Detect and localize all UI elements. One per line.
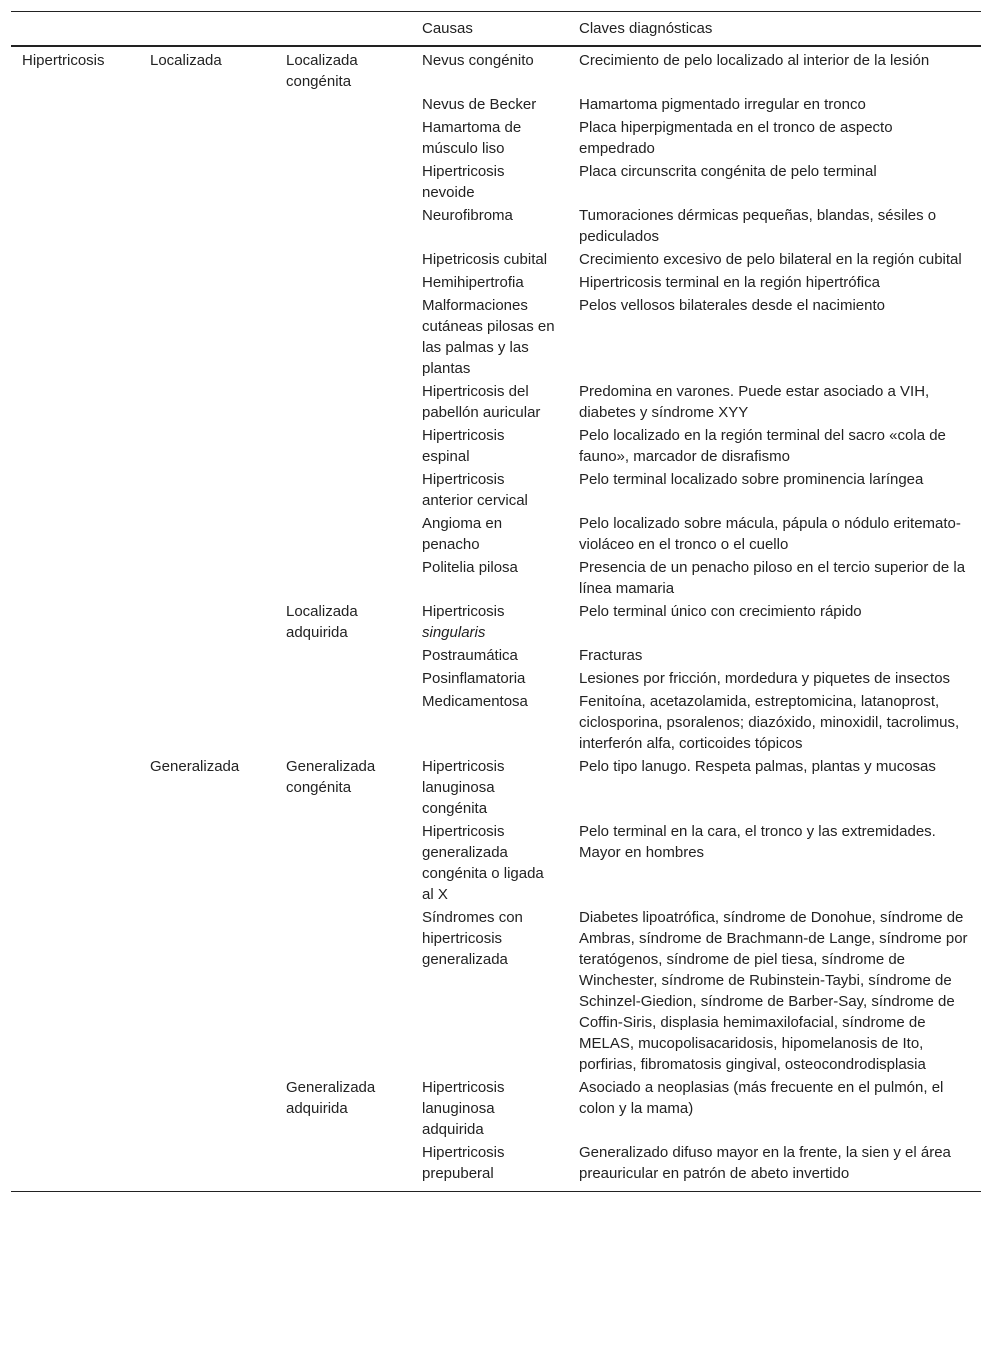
empty-cell: [11, 294, 139, 380]
empty-cell: [139, 248, 275, 271]
table-row: [11, 512, 981, 556]
clue-cell: Pelo tipo lanugo. Respeta palmas, plantas y mucosas: [579, 758, 936, 775]
cause-text: Hipertricosis generalizada congénita o ligada al X: [422, 823, 544, 903]
cause-text: Hipertricosis del pabellón auricular: [422, 383, 541, 421]
table-row: [11, 160, 981, 204]
table-row: [11, 556, 981, 600]
table-row: [11, 906, 981, 1076]
empty-cell: [275, 667, 411, 690]
empty-cell: [11, 690, 139, 755]
empty-cell: [275, 820, 411, 906]
cause-cell: [411, 820, 568, 906]
cause-cell: [411, 380, 568, 424]
cause-text: Postraumática: [422, 647, 518, 664]
empty-cell: [275, 271, 411, 294]
empty-cell: [11, 556, 139, 600]
header-claves-diagnosticas: Claves diagnósticas: [579, 20, 713, 37]
cause-text: Hipertricosis prepuberal: [422, 1144, 505, 1182]
cause-cell: [411, 1076, 568, 1141]
cause-text: Hipertricosis lanuginosa adquirida: [422, 1079, 505, 1138]
empty-cell: [11, 644, 139, 667]
clue-cell: Hamartoma pigmentado irregular en tronco: [579, 96, 866, 113]
empty-cell: [275, 644, 411, 667]
empty-cell: [275, 906, 411, 1076]
empty-cell: [11, 600, 139, 644]
empty-cell: [275, 93, 411, 116]
empty-cell: [139, 380, 275, 424]
empty-cell: [275, 1141, 411, 1192]
cause-text: Hipetricosis cubital: [422, 251, 548, 268]
diagnostic-table: [11, 11, 981, 1192]
cause-cell: [411, 294, 568, 380]
clue-cell: Generalizado difuso mayor en la frente, la sien y el área preauricular en patrón de abeto invertido: [579, 1144, 951, 1182]
empty-cell: [275, 512, 411, 556]
clue-cell: Presencia de un penacho piloso en el tercio superior de la línea mamaria: [579, 559, 966, 597]
empty-cell: [275, 116, 411, 160]
clue-cell: Hipertricosis terminal en la región hipertrófica: [579, 274, 880, 291]
table-row: [11, 204, 981, 248]
type-cell: Generalizada: [150, 758, 240, 775]
table-row: [11, 380, 981, 424]
empty-cell: [11, 468, 139, 512]
clue-cell: Pelos vellosos bilaterales desde el nacimiento: [579, 297, 886, 314]
cause-cell: [411, 1141, 568, 1192]
empty-cell: [11, 820, 139, 906]
cause-cell: [411, 556, 568, 600]
clue-cell: Tumoraciones dérmicas pequeñas, blandas, sésiles o pediculados: [579, 207, 937, 245]
empty-cell: [139, 820, 275, 906]
clue-cell: Pelo terminal único con crecimiento rápido: [579, 603, 862, 620]
cause-text: Angioma en penacho: [422, 515, 503, 553]
empty-cell: [11, 424, 139, 468]
clue-cell: Placa hiperpigmentada en el tronco de aspecto empedrado: [579, 119, 893, 157]
empty-cell: [275, 468, 411, 512]
cause-text: Síndromes con hipertricosis generalizada: [422, 909, 523, 968]
cause-text: Neurofibroma: [422, 207, 513, 224]
cause-text: Hipertricosis espinal: [422, 427, 505, 465]
table-row: [11, 644, 981, 667]
table-row: [11, 755, 981, 820]
table-header: [11, 12, 981, 47]
table-row: [11, 271, 981, 294]
cause-cell: [411, 160, 568, 204]
table-row: [11, 600, 981, 644]
header-col-1: [11, 12, 139, 47]
clue-cell: Lesiones por fricción, mordedura y piquetes de insectos: [579, 670, 951, 687]
empty-cell: [139, 271, 275, 294]
cause-text: Hipertricosis lanuginosa congénita: [422, 758, 505, 817]
clue-cell: Predomina en varones. Puede estar asociado a VIH, diabetes y síndrome XYY: [579, 383, 930, 421]
subtype-cell: Localizada adquirida: [286, 603, 358, 641]
empty-cell: [139, 512, 275, 556]
empty-cell: [139, 600, 275, 644]
cause-cell: [411, 600, 568, 644]
cause-cell: [411, 512, 568, 556]
type-cell: Localizada: [150, 52, 222, 69]
cause-cell: [411, 424, 568, 468]
header-col-3: [275, 12, 411, 47]
clue-cell: Fracturas: [579, 647, 643, 664]
group-cell: Hipertricosis: [22, 52, 105, 69]
cause-text: Hamartoma de músculo liso: [422, 119, 522, 157]
empty-cell: [275, 248, 411, 271]
empty-cell: [11, 1141, 139, 1192]
empty-cell: [11, 271, 139, 294]
clue-cell: Pelo terminal localizado sobre prominencia laríngea: [579, 471, 924, 488]
clue-cell: Asociado a neoplasias (más frecuente en el pulmón, el colon y la mama): [579, 1079, 944, 1117]
header-col-2: [139, 12, 275, 47]
cause-cell: [411, 46, 568, 93]
cause-cell: [411, 93, 568, 116]
cause-cell: [411, 690, 568, 755]
empty-cell: [275, 160, 411, 204]
cause-cell: [411, 204, 568, 248]
table-row: [11, 820, 981, 906]
empty-cell: [139, 294, 275, 380]
empty-cell: [275, 204, 411, 248]
header-causas: Causas: [422, 20, 473, 37]
header-row: [11, 12, 981, 47]
cause-text: Hemihipertrofia: [422, 274, 524, 291]
empty-cell: [11, 380, 139, 424]
cause-text: Nevus de Becker: [422, 96, 537, 113]
empty-cell: [139, 644, 275, 667]
empty-cell: [275, 556, 411, 600]
cause-text: Medicamentosa: [422, 693, 528, 710]
empty-cell: [275, 294, 411, 380]
empty-cell: [11, 755, 139, 820]
empty-cell: [11, 1076, 139, 1141]
cause-italic-text: singularis: [422, 624, 486, 641]
cause-cell: [411, 116, 568, 160]
clue-cell: Diabetes lipoatrófica, síndrome de Donohue, síndrome de Ambras, síndrome de Brachmann-de Lange, síndrome por teratógenos, síndrome de piel tiesa, síndrome de Winchester, síndrome de Rubinstein-Taybi, síndrome de Schinzel-Giedion, síndrome de Barber-Say, síndrome de Coffin-Siris, displasia hemimaxilofacial, síndrome de MELAS, mucopolisacaridosis, hipomelanosis de Ito, porfirias, fibromatosis gingival, osteocondrodisplasia: [579, 909, 968, 1073]
table-row: [11, 294, 981, 380]
cause-cell: [411, 906, 568, 1076]
cause-text: Politelia pilosa: [422, 559, 518, 576]
cause-cell: [411, 644, 568, 667]
clue-cell: Fenitoína, acetazolamida, estreptomicina, latanoprost, ciclosporina, psoralenos; diazóxido, minoxidil, tacrolimus, interferón alfa, corticoides tópicos: [579, 693, 960, 752]
empty-cell: [275, 690, 411, 755]
empty-cell: [139, 556, 275, 600]
table-row: [11, 424, 981, 468]
cause-text: Hipertricosis: [422, 603, 505, 620]
table-row: [11, 1076, 981, 1141]
table-row: [11, 116, 981, 160]
table-row: [11, 93, 981, 116]
clue-cell: Pelo terminal en la cara, el tronco y las extremidades. Mayor en hombres: [579, 823, 936, 861]
empty-cell: [11, 93, 139, 116]
cause-cell: [411, 468, 568, 512]
empty-cell: [11, 667, 139, 690]
empty-cell: [139, 667, 275, 690]
empty-cell: [139, 160, 275, 204]
empty-cell: [139, 204, 275, 248]
cause-text: Hipertricosis anterior cervical: [422, 471, 528, 509]
table-row: [11, 1141, 981, 1192]
empty-cell: [139, 424, 275, 468]
table-row: [11, 46, 981, 93]
empty-cell: [275, 424, 411, 468]
empty-cell: [139, 1141, 275, 1192]
empty-cell: [139, 1076, 275, 1141]
empty-cell: [139, 93, 275, 116]
empty-cell: [139, 690, 275, 755]
cause-text: Nevus congénito: [422, 52, 534, 69]
cause-cell: [411, 248, 568, 271]
empty-cell: [11, 248, 139, 271]
clue-cell: Crecimiento de pelo localizado al interior de la lesión: [579, 52, 930, 69]
cause-text: Hipertricosis nevoide: [422, 163, 505, 201]
cause-cell: [411, 667, 568, 690]
cause-cell: [411, 271, 568, 294]
cause-cell: [411, 755, 568, 820]
clue-cell: Pelo localizado en la región terminal del sacro «cola de fauno», marcador de disrafismo: [579, 427, 946, 465]
cause-text: Posinflamatoria: [422, 670, 526, 687]
empty-cell: [11, 160, 139, 204]
empty-cell: [139, 468, 275, 512]
subtype-cell: Generalizada adquirida: [286, 1079, 376, 1117]
clue-cell: Placa circunscrita congénita de pelo terminal: [579, 163, 877, 180]
clue-cell: Pelo localizado sobre mácula, pápula o nódulo eritemato-violáceo en el tronco o el cuello: [579, 515, 961, 553]
empty-cell: [139, 116, 275, 160]
empty-cell: [11, 906, 139, 1076]
empty-cell: [11, 512, 139, 556]
empty-cell: [139, 906, 275, 1076]
empty-cell: [11, 204, 139, 248]
table-row: [11, 667, 981, 690]
subtype-cell: Localizada congénita: [286, 52, 358, 90]
empty-cell: [275, 380, 411, 424]
subtype-cell: Generalizada congénita: [286, 758, 376, 796]
empty-cell: [11, 116, 139, 160]
table-row: [11, 690, 981, 755]
table-row: [11, 248, 981, 271]
clue-cell: Crecimiento excesivo de pelo bilateral en la región cubital: [579, 251, 962, 268]
cause-text: Malformaciones cutáneas pilosas en las palmas y las plantas: [422, 297, 555, 377]
table-body: [11, 46, 981, 1192]
table-row: [11, 468, 981, 512]
